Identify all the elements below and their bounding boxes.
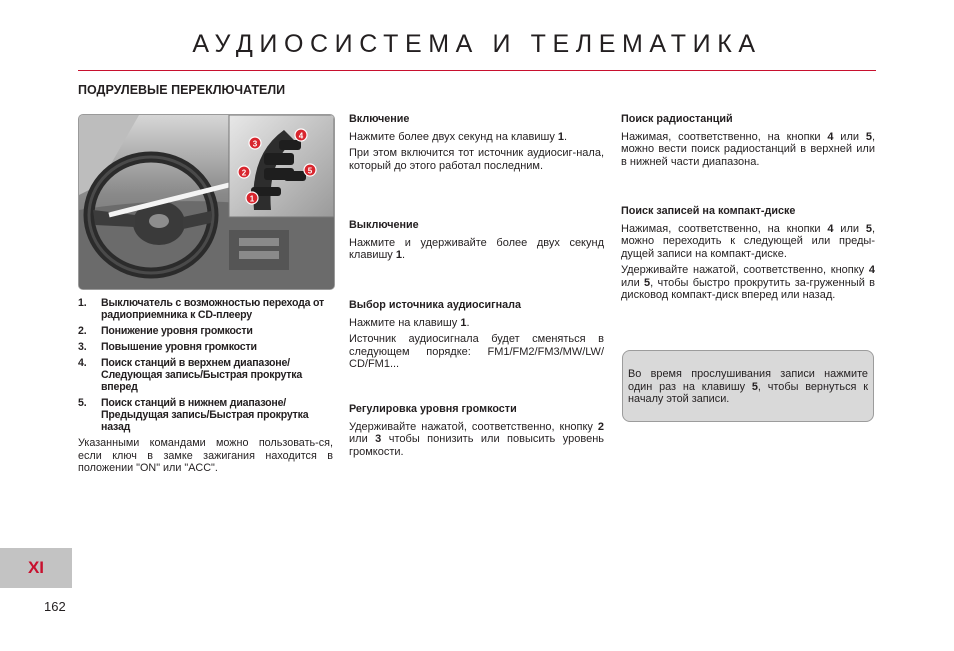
block-power-on: Включение Нажмите более двух секунд на клавишу 1. При этом включится тот источник аудиосиг-нала, который до этого работал последним. [349,113,604,172]
steering-wheel-illustration [79,115,334,289]
svg-text:5: 5 [307,166,313,176]
block-title: Регулировка уровня громкости [349,403,517,415]
block-volume: Регулировка уровня громкости Удерживайте нажатой, соответственно, кнопку 2 или 3 чтобы понизить или повысить уровень громкости. [349,403,605,458]
callout-5 [304,164,316,176]
callout-3 [249,137,261,149]
list-item: 1. Выключатель с возможностью перехода от радиоприемника к CD-плееру [78,297,325,321]
block-title: Включение [349,113,410,125]
block-title: Поиск записей на компакт-диске [621,205,796,217]
usage-note: Указанными командами можно пользовать-ся, если ключ в замке зажигания находится в положении "ON" или "ACC". [78,437,333,474]
section-heading: ПОДРУЛЕВЫЕ ПЕРЕКЛЮЧАТЕЛИ [78,83,286,97]
list-item: 2. Понижение уровня громкости [78,325,253,337]
callout-4 [295,129,307,141]
title-divider [78,70,876,71]
page-title: АУДИОСИСТЕМА И ТЕЛЕМАТИКА [192,30,762,58]
svg-text:2: 2 [241,168,247,178]
tip-box: Во время прослушивания записи нажмите один раз на клавишу 5, чтобы вернуться к началу этой записи. [622,350,874,422]
callout-1 [246,192,258,204]
svg-text:4: 4 [298,131,304,141]
block-cd-search: Поиск записей на компакт-диске Нажимая, соответственно, на кнопки 4 или 5, можно переходить к следующей или преды-дущей записи на компакт-диске. Удерживайте нажатой, соответственно, кнопку 4 или 5, чтобы быстро прокрутить за-груженный в дисковод компакт-диск вперед или назад. [621,205,875,301]
block-power-off: Выключение Нажмите и удерживайте более двух секунд клавишу 1. [349,219,604,261]
block-radio-search: Поиск радиостанций Нажимая, соответственно, на кнопки 4 или 5, можно вести поиск радиостанций в верхней или в нижней части диапазона. [621,113,875,168]
controls-list [78,297,334,437]
svg-text:1: 1 [249,194,255,204]
block-title: Выбор источника аудиосигнала [349,299,522,311]
page-number: 162 [44,599,66,614]
block-source: Выбор источника аудиосигнала Нажмите на клавишу 1. Источник аудиосигнала будет сменяться в следующем порядке: FM1/FM2/FM3/MW/LW/ CD/FM1... [349,299,604,370]
callout-2 [238,166,250,178]
list-item: 3. Повышение уровня громкости [78,341,257,353]
block-title: Поиск радиостанций [621,113,733,125]
steering-wheel-figure [78,114,335,290]
list-item: 5. Поиск станций в нижнем диапазоне/ Предыдущая запись/Быстрая прокрутка назад [78,397,309,433]
chapter-tab: XI [0,548,72,588]
list-item: 4. Поиск станций в верхнем диапазоне/ Следующая запись/Быстрая прокрутка вперед [78,357,303,393]
block-title: Выключение [349,219,419,231]
svg-text:3: 3 [252,139,258,149]
